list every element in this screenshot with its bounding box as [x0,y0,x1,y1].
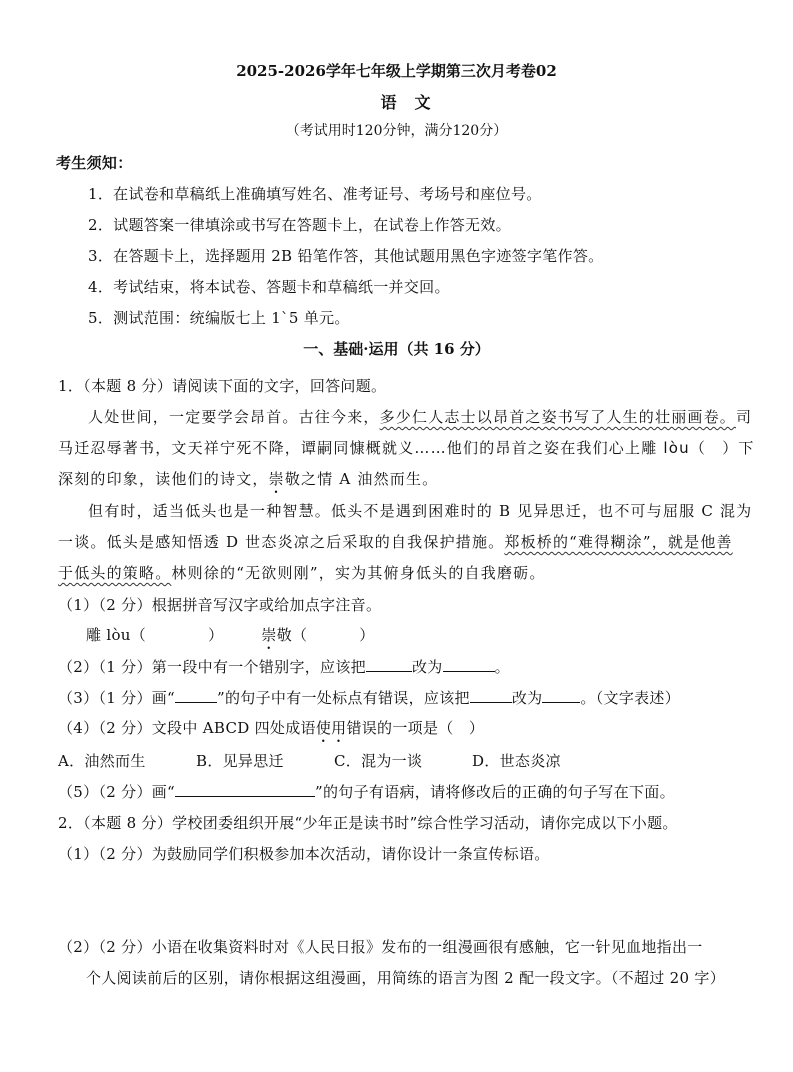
passage-line [58,531,733,552]
subquestion-text: 改为 [511,689,543,707]
passage-text: 一谈。低头是感知悟透 D 世态炎凉之后采取的自我保护措施。 [58,533,505,551]
answer-blank[interactable] [542,687,580,703]
subquestion-text: 。 [494,658,510,676]
subquestion-1: （1）（2 分）为鼓励同学们积极参加本次活动，请你设计一条宣传标语。 [58,845,550,863]
exam-title: 2025-2026学年七年级上学期第三次月考卷02 [236,62,557,80]
subquestion-4 [58,717,484,746]
answer-label: 雕 lòu（ [86,626,147,644]
notice-heading: 考生须知： [56,154,133,172]
pinyin-text: lòu [663,439,690,457]
wavy-underlined-sentence: 郑板桥的“难得糊涂”，就是他善 [504,533,733,551]
notice-item: 1．在试卷和草稿纸上准确填写姓名、准考证号、考场号和座位号。 [88,185,542,203]
option-d[interactable]: D．世态炎凉 [472,752,561,770]
notice-item: 4．考试结束，将本试卷、答题卡和草稿纸一并交回。 [88,278,450,296]
subquestion-2-continued: 个人阅读前后的区别，请你根据这组漫画，用简练的语言为图 2 配一段文字。（不超过 20 字） [86,969,726,987]
passage-line [58,562,546,583]
answer-blank[interactable] [443,656,495,672]
passage-line [88,406,752,427]
subquestion-text: ”的句子中有一处标点有错误，应该把 [217,689,470,707]
wavy-underlined-sentence: 于低头的策略。 [58,564,172,582]
wavy-underlined-sentence: 多少仁人志士以昂首之姿书写了人生的壮丽画卷。 [379,408,737,426]
subquestion-text: （2）（1 分）第一段中有一个错别字，应该把 [58,658,366,676]
notice-item: 2．试题答案一律填涂或书写在答题卡上，在试卷上作答无效。 [88,216,511,234]
subquestion-text: 改为 [411,658,443,676]
passage-text: 林则徐的“无欲则刚”，实为其俯身低头的自我磨砺。 [171,564,546,582]
answer-label: ） [359,626,375,644]
notice-item: 5．测试范围：统编版七上 1`5 单元。 [88,309,350,327]
answer-label: ） [208,626,224,644]
passage-text: 司 [736,408,753,426]
question-1-stem: 1．（本题 8 分）请阅读下面的文字，回答问题。 [58,377,387,395]
subquestion-5 [58,781,675,802]
question-2-stem: 2．（本题 8 分）学校团委组织开展“少年正是读书时”综合性学习活动，请你完成以下小题。 [58,814,678,832]
dotted-character: 崇 [268,470,285,488]
answer-blank[interactable] [366,656,412,672]
subquestion-text: 错误的一项是（ ） [346,719,485,737]
answer-blank [175,781,315,797]
passage-line [58,468,438,497]
subquestion-text: （3）（1 分）画“ [58,689,176,707]
passage-line [58,437,755,458]
notice-item: 3．在答题卡上，选择题用 2B 铅笔作答，其他试题用黑色字迹签字笔作答。 [88,247,604,265]
subquestion-1: （1）（2 分）根据拼音写汉字或给加点字注音。 [58,596,382,614]
passage-text: （ ）下 [689,439,755,457]
passage-text: 敬之情 A 油然而生。 [284,470,439,488]
subquestion-2: （2）（2 分）小语在收集资料时对《人民日报》发布的一组漫画很有感触，它一针见血地指出一 [58,938,703,956]
dotted-character: 崇 [261,626,277,644]
pinyin-answer-row [86,624,375,653]
answer-blank [175,687,217,703]
answer-blank[interactable] [470,687,512,703]
subquestion-2 [58,656,510,677]
passage-text: 人处世间，一定要学会昂首。古往今来， [88,408,380,426]
subject-title: 语文 [380,93,449,112]
subquestion-text: （4）（2 分）文段中 ABCD 四处成语 [58,719,316,737]
subquestion-text: （5）（2 分）画“ [58,783,176,801]
subquestion-text: 。（文字表述） [580,689,681,707]
subquestion-text: ”的句子有语病，请将修改后的正确的句子写在下面。 [315,783,675,801]
time-info: （考试用时120分钟，满分120分） [285,123,508,139]
passage-line: 但有时，适当低头也是一种智慧。低头不是遇到困难时的 B 见异思迁，也不可与屈服 C 混为 [88,502,753,520]
passage-text: 深刻的印象，读他们的诗文， [58,470,269,488]
subquestion-3 [58,687,680,708]
option-a[interactable]: A．油然而生 [58,752,146,770]
answer-label: 敬（ [276,626,308,644]
passage-text: 马迁忍辱著书，文天祥宁死不降，谭嗣同慷概就义……他们的昂首之姿在我们心上雕 [58,439,664,457]
section-heading: 一、基础·运用（共 16 分） [303,340,490,358]
dotted-text: 使用 [315,719,347,737]
option-c[interactable]: C．混为一谈 [334,752,423,770]
option-b[interactable]: B．见异思迁 [196,752,284,770]
